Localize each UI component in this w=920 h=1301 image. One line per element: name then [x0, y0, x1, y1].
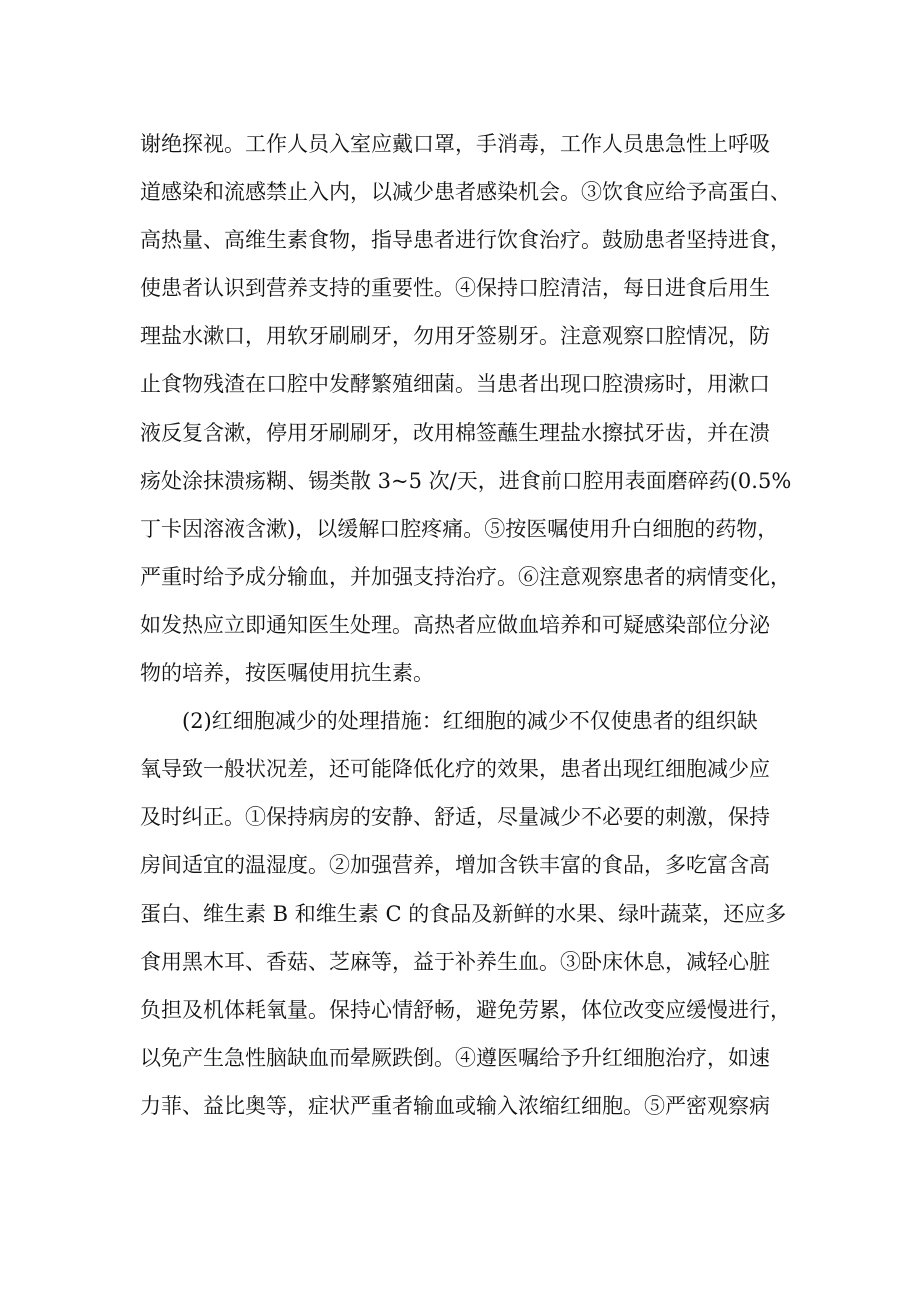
text-line: 液反复含漱，停用牙刷刷牙，改用棉签蘸生理盐水擦拭牙齿，并在溃: [140, 420, 770, 445]
text-line: 谢绝探视。工作人员入室应戴口罩，手消毒，工作人员患急性上呼吸: [140, 132, 770, 156]
paragraph-red-cell-reduction: [140, 697, 820, 1130]
text-line: 氧导致一般状况差，还可能降低化疗的效果，患者出现红细胞减少应: [140, 757, 770, 782]
text-line: 物的培养，按医嘱使用抗生素。: [140, 661, 434, 686]
text-line: 蛋白、维生素 B 和维生素 C 的食品及新鲜的水果、绿叶蔬菜，还应多: [140, 901, 787, 926]
text-line: 使患者认识到营养支持的重要性。④保持口腔清洁，每日进食后用生: [140, 276, 770, 301]
text-line: 严重时给予成分输血，并加强支持治疗。⑥注意观察患者的病情变化，: [140, 564, 791, 589]
text-line: 道感染和流感禁止入内，以减少患者感染机会。③饮食应给予高蛋白、: [140, 180, 791, 205]
text-line: 如发热应立即通知医生处理。高热者应做血培养和可疑感染部位分泌: [140, 612, 770, 637]
text-line: 理盐水漱口，用软牙刷刷牙，勿用牙签剔牙。注意观察口腔情况，防: [140, 324, 770, 349]
text-line: 及时纠正。①保持病房的安静、舒适，尽量减少不必要的刺激，保持: [140, 805, 770, 830]
text-line: 房间适宜的温湿度。②加强营养，增加含铁丰富的食品，多吃富含高: [140, 853, 770, 878]
text-line: 止食物残渣在口腔中发酵繁殖细菌。当患者出现口腔溃疡时，用漱口: [140, 372, 770, 397]
text-line: 丁卡因溶液含漱)，以缓解口腔疼痛。⑤按医嘱使用升白细胞的药物，: [140, 516, 779, 541]
document-body: [140, 120, 820, 1130]
paragraph-infection-prevention: [140, 120, 820, 697]
text-line: 负担及机体耗氧量。保持心情舒畅，避免劳累，体位改变应缓慢进行，: [140, 997, 791, 1022]
text-line: 高热量、高维生素食物，指导患者进行饮食治疗。鼓励患者坚持进食，: [140, 228, 791, 253]
paragraph-first-line: (2)红细胞减少的处理措施：红细胞的减少不仅使患者的组织缺: [182, 709, 758, 734]
text-line: 疡处涂抹溃疡糊、锡类散 3~5 次/天，进食前口腔用表面磨碎药(0.5%: [140, 468, 792, 493]
text-line: 以免产生急性脑缺血而晕厥跌倒。④遵医嘱给予升红细胞治疗，如速: [140, 1045, 770, 1070]
text-line: 力菲、益比奥等，症状严重者输血或输入浓缩红细胞。⑤严密观察病: [140, 1093, 770, 1118]
text-line: 食用黑木耳、香菇、芝麻等，益于补养生血。③卧床休息，减轻心脏: [140, 949, 770, 974]
